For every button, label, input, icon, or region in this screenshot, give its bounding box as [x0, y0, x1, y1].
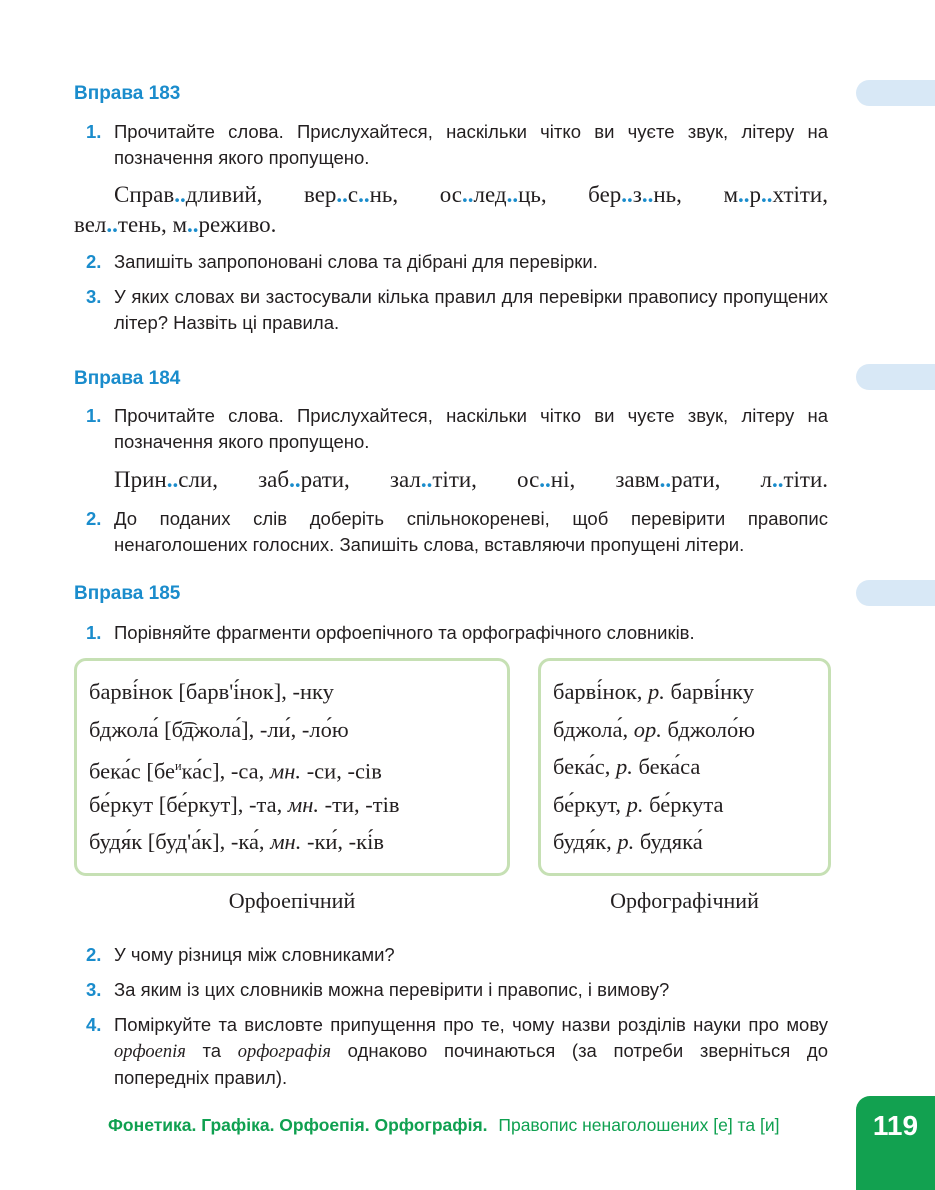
item-text: Прочитайте слова. Прислухайтеся, наскільки чітко ви чуєте звук, літеру на позначення якого пропущено. — [114, 405, 828, 452]
ex185-item-2 — [86, 942, 828, 968]
missing-letter-gap: .. — [659, 467, 672, 492]
italic-term: орфоепія — [114, 1042, 186, 1062]
item-text: Запишіть запропоновані слова та дібрані для перевірки. — [114, 251, 598, 272]
missing-letter-gap: .. — [420, 467, 433, 492]
item-number: 3. — [86, 286, 102, 307]
item-number: 1. — [86, 622, 102, 643]
orthographic-caption: Орфографічний — [610, 888, 759, 913]
dictionary-entry: бека́с, р. бека́са — [553, 754, 701, 779]
missing-letter-gap: .. — [174, 182, 186, 207]
dictionary-entry: будя́к, р. будяка́ — [553, 829, 703, 854]
italic-term: р. — [615, 754, 633, 779]
dictionary-entry: будя́к [буд'а́к], -ка́, мн. -ки́, -кі́в — [89, 829, 384, 854]
dictionary-entry: бе́ркут, р. бе́ркута — [553, 791, 724, 817]
missing-letter-gap: .. — [771, 467, 784, 492]
dictionary-entry: бе́ркут [бе́ркут], -та, мн. -ти, -тів — [89, 791, 400, 817]
word-line: Прин..сли, заб..рати, зал..тіти, ос..ні, завм..рати, л..тіти. — [114, 467, 829, 492]
word-line-1: Справ..дливий, вер..с..нь, ос..лед..ць, бер..з..нь, м..р..хтіти, — [114, 182, 828, 207]
missing-letter-gap: .. — [106, 212, 118, 237]
missing-letter-gap: .. — [358, 182, 370, 207]
side-tab — [856, 80, 935, 106]
italic-term: р. — [617, 829, 635, 854]
ex184-item-1 — [86, 403, 828, 455]
missing-letter-gap: .. — [539, 467, 551, 492]
ex184-word-list — [74, 465, 828, 495]
missing-letter-gap: .. — [187, 212, 199, 237]
exercise-183-title: Вправа 183 — [74, 83, 181, 104]
dictionary-entry: барві́нок, р. барві́нку — [553, 679, 755, 704]
dictionary-entry: бджола́, ор. бджоло́ю — [553, 716, 756, 742]
word-line-2: вел..тень, м..реживо. — [74, 212, 277, 237]
missing-letter-gap: .. — [336, 182, 348, 207]
item-text: Прочитайте слова. Прислухайтеся, наскільки чітко ви чуєте звук, літеру на позначення якого пропущено. — [114, 121, 828, 168]
item-number: 2. — [86, 944, 102, 965]
item-number: 1. — [86, 121, 102, 142]
footer-section: Фонетика. Графіка. Орфоепія. Орфографія. — [108, 1115, 488, 1135]
item-text: За яким із цих словників можна перевірити і правопис, і вимову? — [114, 979, 670, 1000]
item-text: Поміркуйте та висловте припущення про те, чому назви розділів науки про мову орфоепія та орфографія однаково починаються (за потреби зверніться до попередніх правил). — [114, 1014, 828, 1088]
orthoepic-caption: Орфоепічний — [228, 888, 356, 913]
dictionary-entry: бека́с $[бе^ика́с]$, -са, мн. -си, -сів — [89, 758, 382, 784]
item-text: До поданих слів доберіть спільнокореневі, щоб перевірити правопис ненаголошених голосних. Запишіть слова, вставляючи пропущені літери. — [114, 508, 828, 555]
missing-letter-gap: .. — [641, 182, 654, 207]
ex184-item-2 — [86, 506, 828, 558]
superscript: и — [174, 759, 182, 773]
ex185-item-4 — [86, 1012, 828, 1091]
exercise-184-title: Вправа 184 — [74, 368, 181, 389]
missing-letter-gap: .. — [761, 182, 773, 207]
side-tab — [856, 364, 935, 390]
dictionary-entry: барві́нок [барв'і́нок], -нку — [89, 679, 334, 704]
italic-term: р. — [648, 679, 665, 704]
footer-topic: Правопис ненаголошених [е] та [и] — [498, 1115, 780, 1135]
ex183-item-2 — [86, 249, 828, 275]
orthoepic-dictionary-box — [74, 658, 510, 876]
italic-term: мн. — [270, 829, 302, 854]
italic-term: мн. — [287, 791, 320, 817]
italic-term: мн. — [269, 758, 302, 784]
orthographic-dictionary-box — [538, 658, 831, 876]
page-number: 119 — [856, 1096, 935, 1190]
missing-letter-gap: .. — [738, 182, 750, 207]
item-number: 4. — [86, 1014, 102, 1035]
missing-letter-gap: .. — [289, 467, 301, 492]
italic-term: ор. — [633, 716, 662, 742]
missing-letter-gap: .. — [166, 467, 179, 492]
ex183-item-1 — [86, 119, 828, 171]
item-number: 3. — [86, 979, 102, 1000]
dictionary-entry: бджола́ [б͡джола́], -ли́, -ло́ю — [89, 716, 349, 742]
item-number: 2. — [86, 508, 102, 529]
missing-letter-gap: .. — [506, 182, 519, 207]
item-text: У чому різниця між словниками? — [114, 944, 395, 965]
italic-term: р. — [626, 791, 644, 817]
ex183-item-3 — [86, 284, 828, 336]
italic-term: орфографія — [237, 1042, 331, 1062]
side-tab — [856, 580, 935, 606]
item-number: 1. — [86, 405, 102, 426]
item-text: У яких словах ви застосували кілька правил для перевірки правопису пропущених літер? Назвіть ці правила. — [114, 286, 828, 333]
missing-letter-gap: .. — [621, 182, 633, 207]
exercise-185-title: Вправа 185 — [74, 583, 181, 604]
ex185-item-1 — [86, 620, 828, 646]
missing-letter-gap: .. — [462, 182, 474, 207]
ex185-item-3 — [86, 977, 828, 1003]
item-text: Порівняйте фрагменти орфоепічного та орфографічного словників. — [114, 622, 695, 643]
ex183-word-list — [74, 180, 828, 240]
item-number: 2. — [86, 251, 102, 272]
page-footer — [108, 1115, 779, 1136]
